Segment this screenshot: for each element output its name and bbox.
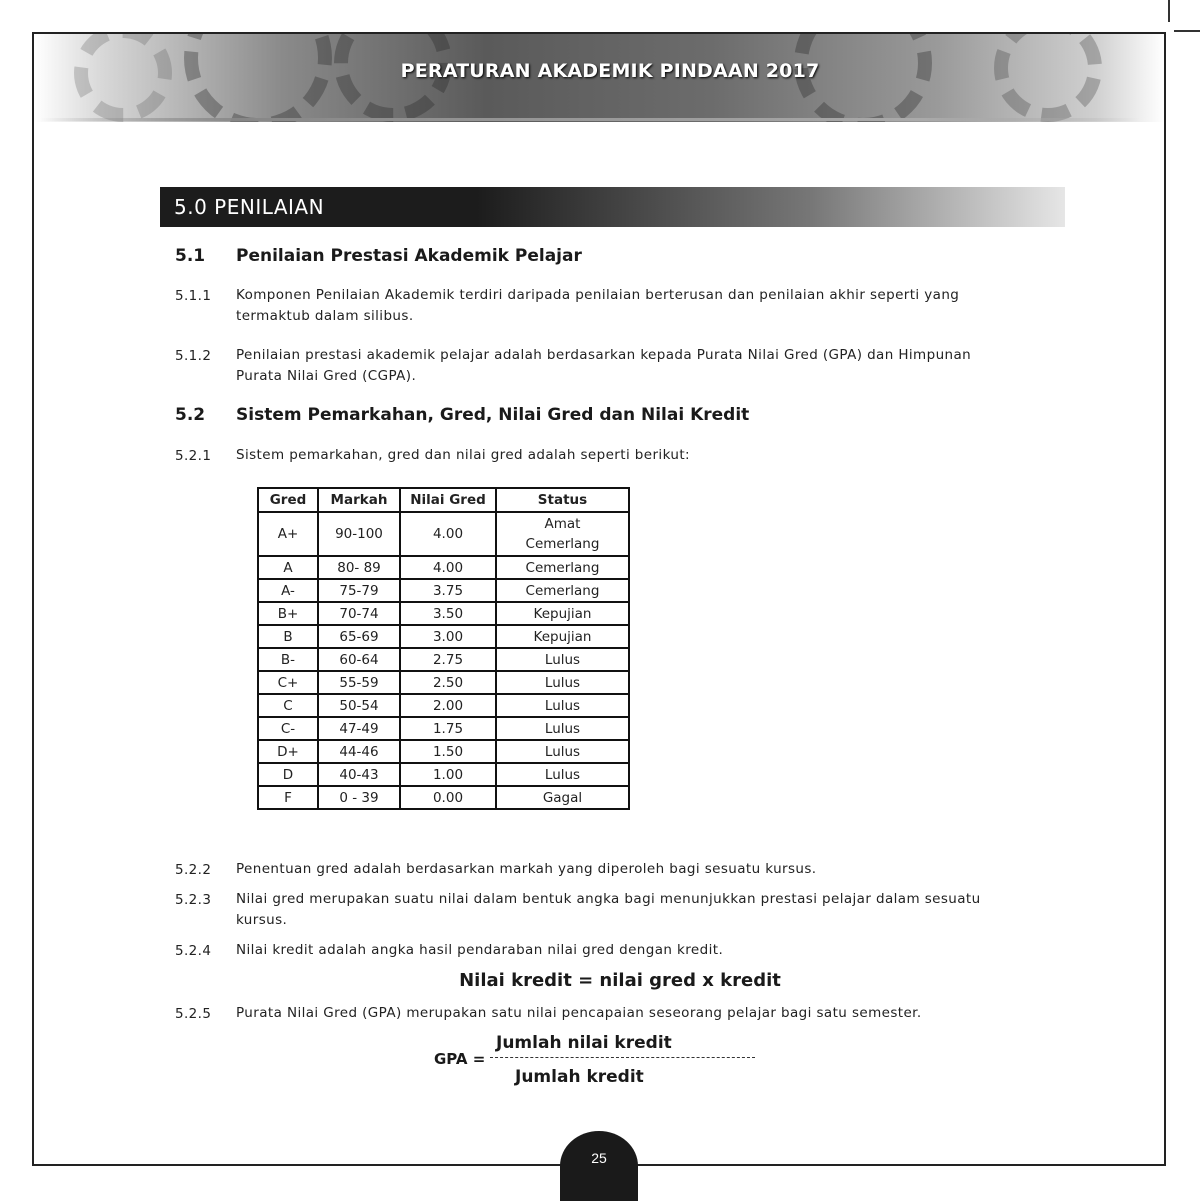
cell-markah: 40-43	[318, 763, 400, 786]
cell-markah: 55-59	[318, 671, 400, 694]
table-row	[258, 579, 629, 602]
cell-nilai: 2.50	[400, 671, 496, 694]
cell-gred: A	[258, 556, 318, 579]
cell-status: Lulus	[496, 648, 629, 671]
page-number-tab	[560, 1131, 638, 1201]
cell-nilai: 4.00	[400, 512, 496, 556]
cell-status: Lulus	[496, 740, 629, 763]
gear-icon	[74, 34, 172, 122]
cell-status: Lulus	[496, 694, 629, 717]
column-header: Nilai Gred	[400, 488, 496, 512]
table-row	[258, 671, 629, 694]
cell-markah: 50-54	[318, 694, 400, 717]
table-row	[258, 740, 629, 763]
cell-markah: 90-100	[318, 512, 400, 556]
cell-gred: B+	[258, 602, 318, 625]
section-title: 5.0 PENILAIAN	[174, 195, 325, 219]
paragraph	[236, 345, 1036, 387]
cell-markah: 75-79	[318, 579, 400, 602]
fraction-line	[490, 1057, 755, 1058]
item-number: 5.2.5	[175, 1006, 212, 1022]
table-header-row	[258, 488, 629, 512]
cell-gred: D	[258, 763, 318, 786]
cell-markah: 47-49	[318, 717, 400, 740]
column-header: Gred	[258, 488, 318, 512]
table-row	[258, 786, 629, 809]
subsection-title: Penilaian Prestasi Akademik Pelajar	[236, 246, 582, 266]
column-header: Markah	[318, 488, 400, 512]
cell-status-line: Amat	[544, 516, 581, 532]
paragraph-line: termaktub dalam silibus.	[236, 308, 414, 324]
cell-nilai: 3.00	[400, 625, 496, 648]
subsection-number: 5.1	[175, 246, 206, 266]
cell-markah: 60-64	[318, 648, 400, 671]
cell-nilai: 4.00	[400, 556, 496, 579]
cell-gred: A-	[258, 579, 318, 602]
cell-status: Lulus	[496, 763, 629, 786]
cell-gred: C+	[258, 671, 318, 694]
cell-status-line: Cemerlang	[525, 536, 600, 552]
cell-nilai: 1.00	[400, 763, 496, 786]
cell-status: Cemerlang	[496, 556, 629, 579]
cell-markah: 80- 89	[318, 556, 400, 579]
item-number: 5.1.1	[175, 288, 212, 304]
cell-gred: F	[258, 786, 318, 809]
paragraph: Purata Nilai Gred (GPA) merupakan satu nilai pencapaian seseorang pelajar bagi satu semester.	[236, 1005, 922, 1021]
cell-status	[496, 512, 629, 556]
cell-nilai: 1.50	[400, 740, 496, 763]
table-row	[258, 648, 629, 671]
table-row	[258, 556, 629, 579]
table-row	[258, 625, 629, 648]
item-number: 5.2.3	[175, 892, 212, 908]
cell-nilai: 2.00	[400, 694, 496, 717]
cell-gred: D+	[258, 740, 318, 763]
paragraph-line: Penilaian prestasi akademik pelajar adalah berdasarkan kepada Purata Nilai Gred (GPA) dan Himpunan	[236, 347, 972, 363]
cell-markah: 44-46	[318, 740, 400, 763]
cell-gred: C-	[258, 717, 318, 740]
gpa-label: GPA =	[434, 1050, 486, 1068]
cell-gred: B-	[258, 648, 318, 671]
paragraph: Sistem pemarkahan, gred dan nilai gred adalah seperti berikut:	[236, 447, 690, 463]
gear-icon	[184, 34, 332, 122]
paragraph: Nilai kredit adalah angka hasil pendaraban nilai gred dengan kredit.	[236, 942, 724, 958]
crop-mark	[1168, 0, 1170, 22]
table-row	[258, 602, 629, 625]
page-number: 25	[591, 1150, 607, 1166]
item-number: 5.1.2	[175, 348, 212, 364]
table-row	[258, 512, 629, 556]
table-row	[258, 763, 629, 786]
cell-status: Cemerlang	[496, 579, 629, 602]
cell-nilai: 2.75	[400, 648, 496, 671]
cell-status: Kepujian	[496, 625, 629, 648]
cell-nilai: 1.75	[400, 717, 496, 740]
cell-status: Kepujian	[496, 602, 629, 625]
cell-gred: C	[258, 694, 318, 717]
paragraph	[236, 889, 1036, 931]
cell-markah: 65-69	[318, 625, 400, 648]
table-row	[258, 694, 629, 717]
crop-mark	[1174, 30, 1200, 32]
paragraph: Penentuan gred adalah berdasarkan markah yang diperoleh bagi sesuatu kursus.	[236, 861, 817, 877]
paragraph-line: Nilai gred merupakan suatu nilai dalam bentuk angka bagi menunjukkan prestasi pelajar dalam sesuatu	[236, 891, 981, 907]
subsection-number: 5.2	[175, 405, 206, 425]
cell-nilai: 3.50	[400, 602, 496, 625]
column-header: Status	[496, 488, 629, 512]
grade-table	[257, 487, 630, 810]
section-heading-bar	[160, 187, 1065, 227]
item-number: 5.2.2	[175, 862, 212, 878]
cell-status: Lulus	[496, 671, 629, 694]
paragraph-line: kursus.	[236, 912, 288, 928]
paragraph	[236, 285, 1036, 327]
cell-markah: 70-74	[318, 602, 400, 625]
banner-rule	[40, 118, 1140, 121]
cell-gred: A+	[258, 512, 318, 556]
paragraph-line: Purata Nilai Gred (CGPA).	[236, 368, 417, 384]
cell-status: Gagal	[496, 786, 629, 809]
paragraph-line: Komponen Penilaian Akademik terdiri daripada penilaian berterusan dan penilaian akhir seperti yang	[236, 287, 960, 303]
credit-formula: Nilai kredit = nilai gred x kredit	[459, 970, 781, 991]
cell-status: Lulus	[496, 717, 629, 740]
gear-icon	[994, 34, 1102, 122]
cell-gred: B	[258, 625, 318, 648]
cell-nilai: 3.75	[400, 579, 496, 602]
item-number: 5.2.4	[175, 943, 212, 959]
header-title: PERATURAN AKADEMIK PINDAAN 2017	[400, 60, 820, 82]
gpa-numerator: Jumlah nilai kredit	[496, 1033, 672, 1053]
cell-markah: 0 - 39	[318, 786, 400, 809]
subsection-title: Sistem Pemarkahan, Gred, Nilai Gred dan Nilai Kredit	[236, 405, 750, 425]
item-number: 5.2.1	[175, 448, 212, 464]
cell-nilai: 0.00	[400, 786, 496, 809]
table-row	[258, 717, 629, 740]
gpa-denominator: Jumlah kredit	[515, 1067, 644, 1087]
